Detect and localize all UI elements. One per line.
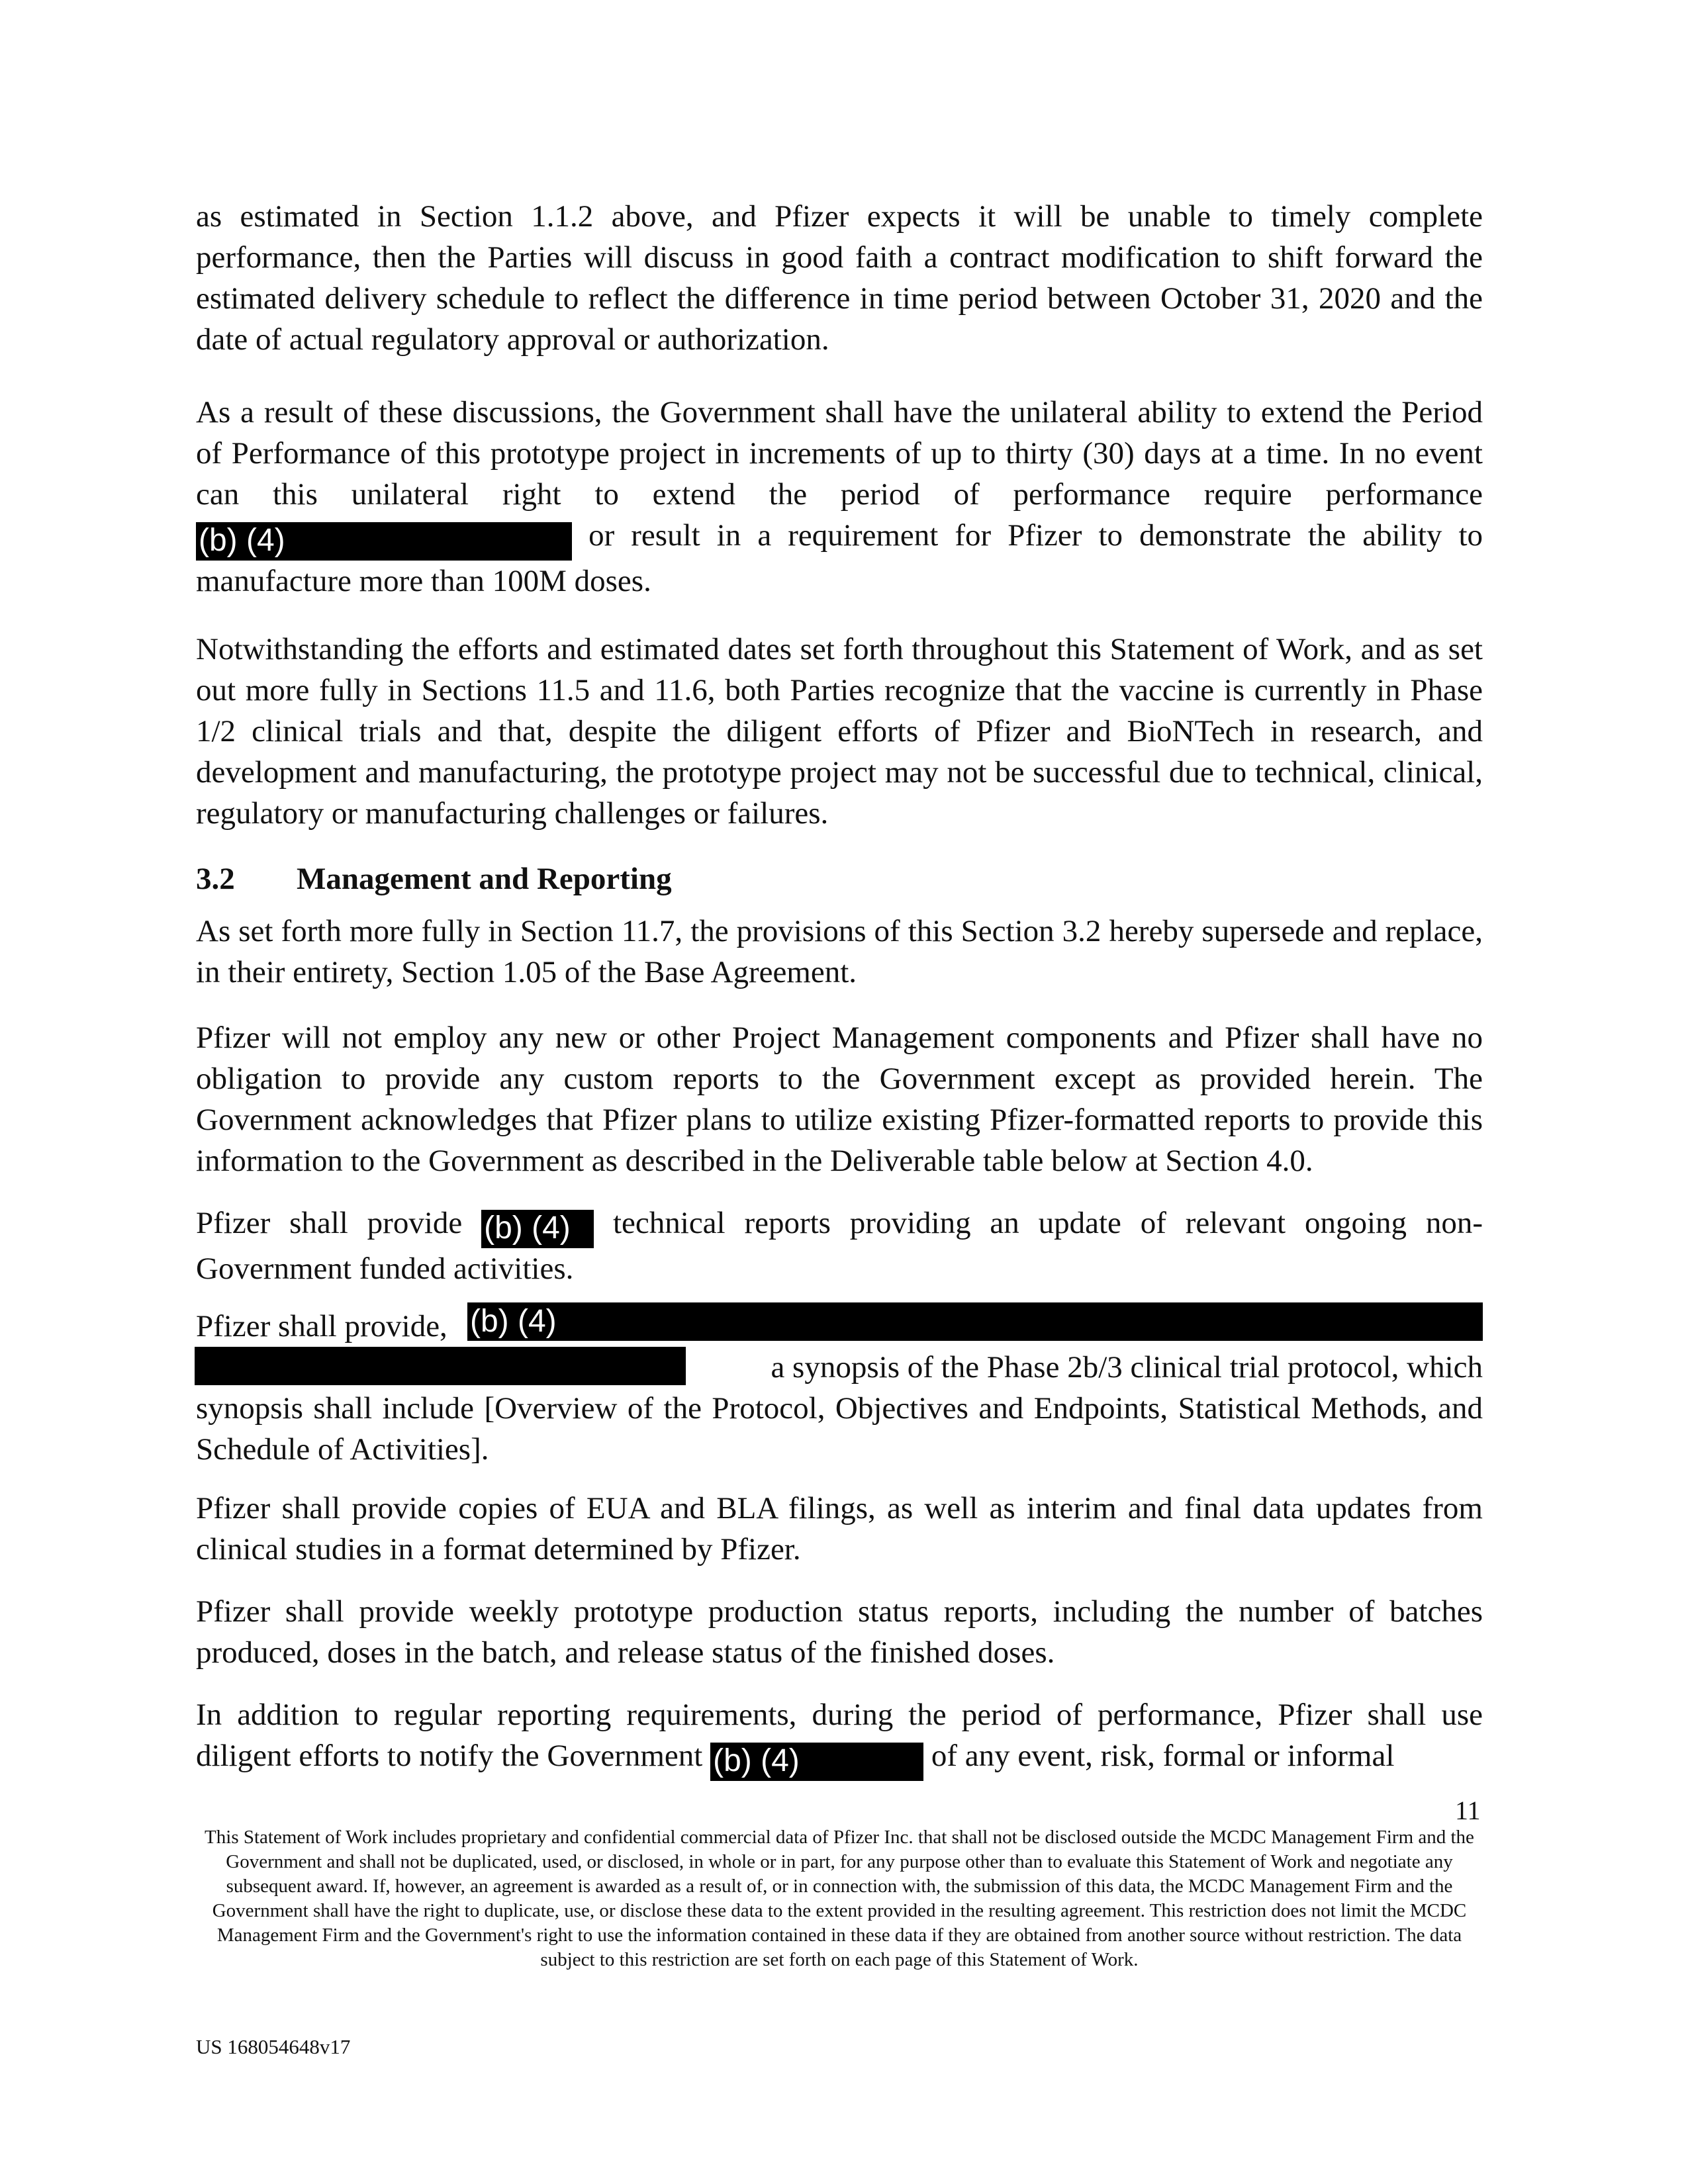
redaction-box: (b) (4) — [467, 1302, 1483, 1341]
paragraph-text: of any event, risk, formal or informal — [931, 1739, 1395, 1773]
redaction-box: (b) (4) — [196, 522, 572, 561]
paragraph-technical-reports — [196, 1203, 1483, 1289]
redaction-box: (b) (4) — [710, 1743, 923, 1781]
paragraph-project-management: Pfizer will not employ any new or other Project Management components and Pfizer shall have no obligation to provide any custom reports to the Government except as provided herein. The Government acknowledges that Pfizer plans to utilize existing Pfizer-formatted reports to provide this information to the Government as described in the Deliverable table below at Section 4.0. — [196, 1021, 1483, 1178]
redaction-box — [195, 1347, 686, 1385]
paragraph-text: As a result of these discussions, the Government shall have the unilateral ability to extend the Period of Performance of this prototype project in increments of up to thirty (30) days at a time. In no event can this unilateral right to extend the period of performance require performance — [196, 395, 1483, 512]
paragraph-text: Pfizer shall provide, — [196, 1309, 447, 1343]
paragraph-text: Pfizer shall provide — [196, 1206, 463, 1240]
section-number: 3.2 — [196, 862, 235, 896]
paragraph-extension-right — [196, 392, 1483, 602]
paragraph-text: synopsis shall include [Overview of the Protocol, Objectives and Endpoints, Statistical Methods, and Schedule of Activities]. — [196, 1391, 1483, 1467]
paragraph-notwithstanding: Notwithstanding the efforts and estimated dates set forth throughout this Statement of Work, and as set out more fully in Sections 11.5 and 11.6, both Parties recognize that the vaccine is currently in Phase 1/2 clinical trials and that, despite the diligent efforts of Pfizer and BioNTech in research, and development and manufacturing, the prototype project may not be successful due to technical, clinical, regulatory or manufacturing challenges or failures. — [196, 632, 1483, 831]
section-heading — [196, 858, 672, 899]
paragraph-notification — [196, 1694, 1483, 1781]
paragraph-eua-bla: Pfizer shall provide copies of EUA and BLA filings, as well as interim and final data updates from clinical studies in a format determined by Pfizer. — [196, 1491, 1483, 1567]
confidentiality-notice: This Statement of Work includes proprietary and confidential commercial data of Pfizer Inc. that shall not be disclosed outside the MCDC Management Firm and the Government and shall not be duplicated, used, or disclosed, in whole or in part, for any purpose other than to evaluate this Statement of Work and negotiate any subsequent award. If, however, an agreement is awarded as a result of, or in connection with, the submission of this data, the MCDC Management Firm and the Government shall have the right to duplicate, use, or disclose these data to the extent provided in the resulting agreement. This restriction does not limit the MCDC Management Firm and the Government's right to use the information contained in these data if they are obtained from another source without restriction. The data subject to this restriction are set forth on each page of this Statement of Work. — [205, 1827, 1474, 1970]
paragraph-delivery-schedule: as estimated in Section 1.1.2 above, and Pfizer expects it will be unable to timely complete performance, then the Parties will discuss in good faith a contract modification to shift forward the estimated delivery schedule to reflect the difference in time period between October 31, 2020 and the date of actual regulatory approval or authorization. — [196, 199, 1483, 357]
paragraph-weekly-reports: Pfizer shall provide weekly prototype production status reports, including the number of batches produced, doses in the batch, and release status of the finished doses. — [196, 1594, 1483, 1670]
section-title: Management and Reporting — [297, 862, 672, 896]
paragraph-supersede: As set forth more fully in Section 11.7, the provisions of this Section 3.2 hereby supersede and replace, in their entirety, Section 1.05 of the Base Agreement. — [196, 914, 1483, 989]
paragraph-text: a synopsis of the Phase 2b/3 clinical trial protocol, which — [771, 1350, 1483, 1385]
document-id: US 168054648v17 — [196, 2035, 351, 2058]
paragraph-text: In addition to regular reporting requirements, during the period of performance, Pfizer shall use diligent efforts to notify the Government — [196, 1698, 1483, 1773]
paragraph-text: technical reports providing an update of relevant ongoing non-Government funded activities. — [196, 1206, 1483, 1286]
paragraph-text: or result in a requirement for Pfizer to demonstrate the ability to manufacture more than 100M doses. — [196, 518, 1483, 598]
redaction-box: (b) (4) — [481, 1210, 594, 1248]
page-number: 11 — [1455, 1796, 1481, 1825]
